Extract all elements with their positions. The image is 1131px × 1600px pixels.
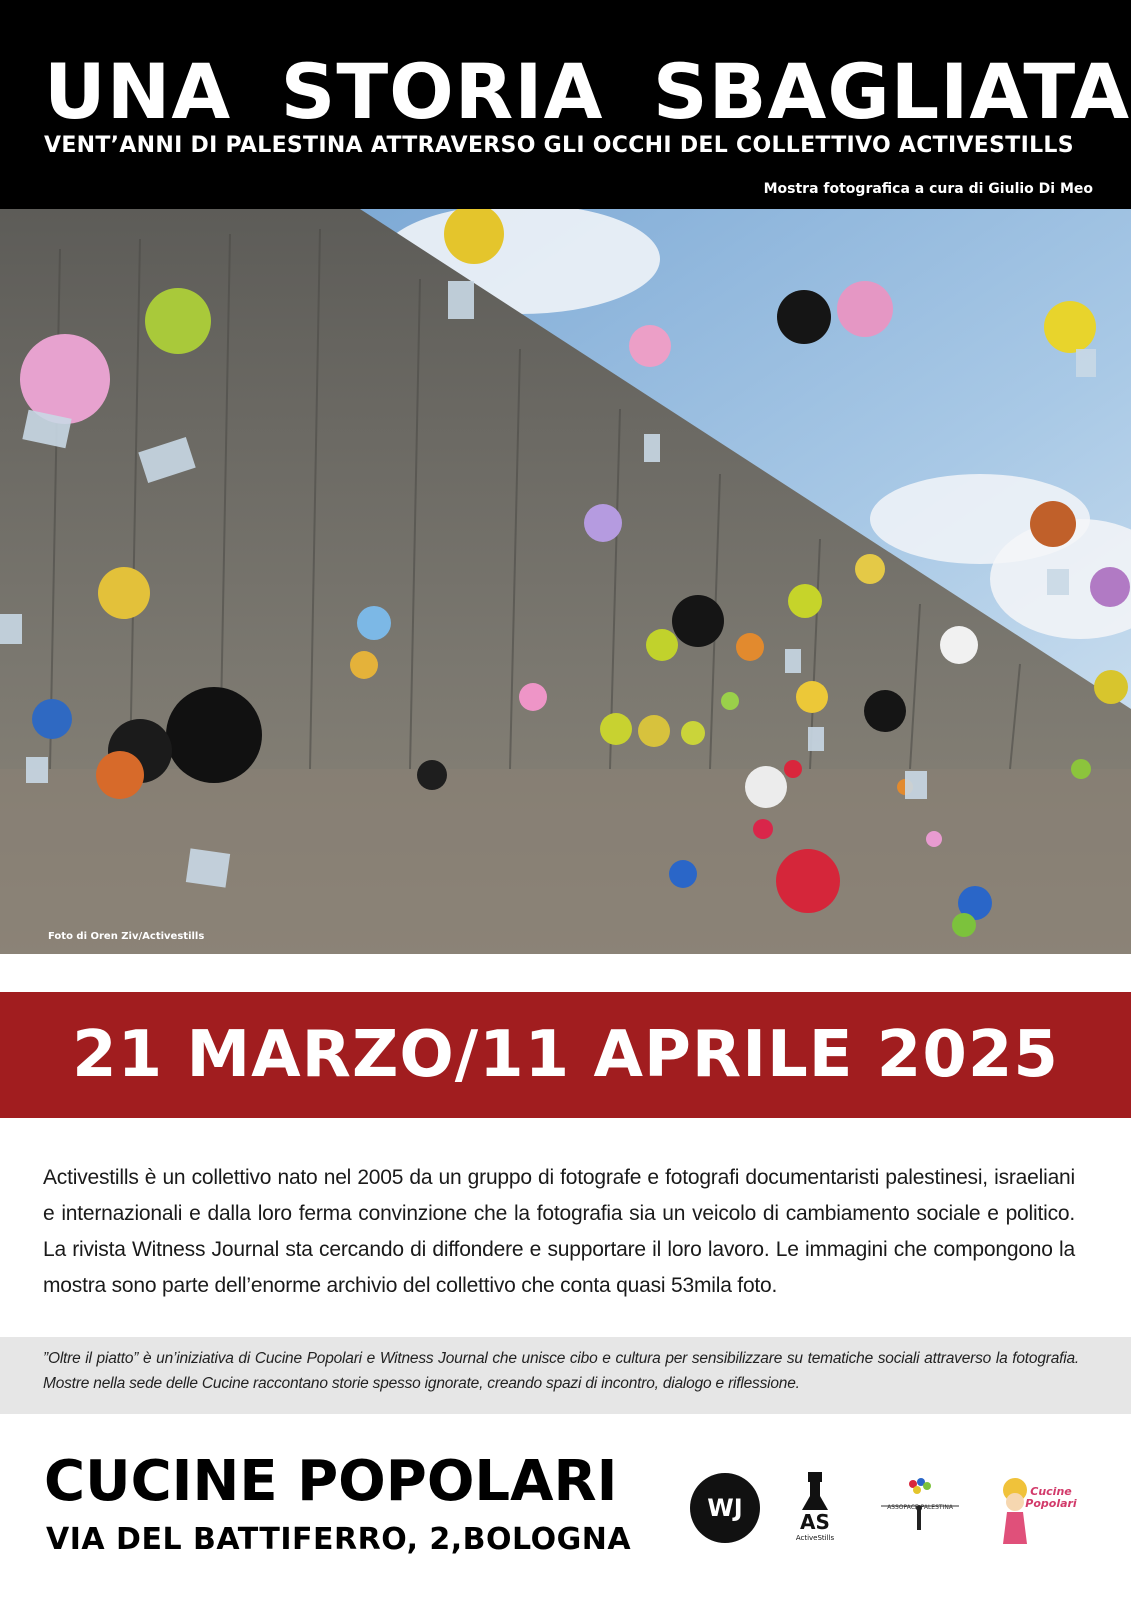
- camera-figure-icon: [790, 1468, 840, 1512]
- cucine-logo-text: Cucine Popolari: [1025, 1485, 1077, 1510]
- assopace-logo-text: ASSOPACE PALESTINA: [887, 1504, 953, 1511]
- activestills-logo: [790, 1468, 840, 1550]
- header-banner: [0, 0, 1131, 209]
- cucine-popolari-logo: [995, 1474, 1077, 1548]
- poster-subtitle: VENT’ANNI DI PALESTINA ATTRAVERSO GLI OCCHI DEL COLLETTIVO ACTIVESTILLS: [44, 133, 1074, 158]
- poster-title: UNA STORIA SBAGLIATA: [44, 47, 1131, 136]
- curator-line: Mostra fotografica a cura di Giulio Di Meo: [763, 181, 1093, 197]
- initiative-text: ”Oltre il piatto” è un’iniziativa di Cucine Popolari e Witness Journal che unisce cibo e cultura per sensibilizzare su tematiche sociali attraverso la fotografia. Mostre nella sede delle Cucine raccontano storie spesso ignorate, creando spazi di incontro, dialogo e riflessione.: [43, 1350, 1079, 1392]
- venue-address: VIA DEL BATTIFERRO, 2,BOLOGNA: [46, 1522, 632, 1557]
- photo-illustration: [0, 209, 1131, 954]
- activestills-logo-name: ActiveStills: [795, 1534, 835, 1542]
- photo-credit: Foto di Oren Ziv/Activestills: [48, 931, 205, 942]
- description-text: Activestills è un collettivo nato nel 2005 da un gruppo di fotografe e fotografi documentaristi palestinesi, israeliani e internazionali e dalla loro ferma convinzione che la fotografia sia un veicolo di cambiamento sociale e politico. La rivista Witness Journal sta cercando di diffondere e supportare il loro lavoro. Le immagini che compongono la mostra sono parte dell’enorme archivio del collettivo che conta quasi 53mila foto.: [43, 1166, 1075, 1297]
- assopace-palestina-logo: [877, 1476, 963, 1546]
- venue-name: CUCINE POPOLARI: [44, 1449, 618, 1514]
- activestills-logo-letters: AS: [800, 1510, 830, 1534]
- balloons-over-wall-photo: [0, 209, 1131, 954]
- exhibition-dates: 21 MARZO/11 APRILE 2025: [0, 992, 1131, 1118]
- witness-journal-logo: WJ: [690, 1473, 760, 1543]
- balloons-figure-icon: [877, 1476, 963, 1546]
